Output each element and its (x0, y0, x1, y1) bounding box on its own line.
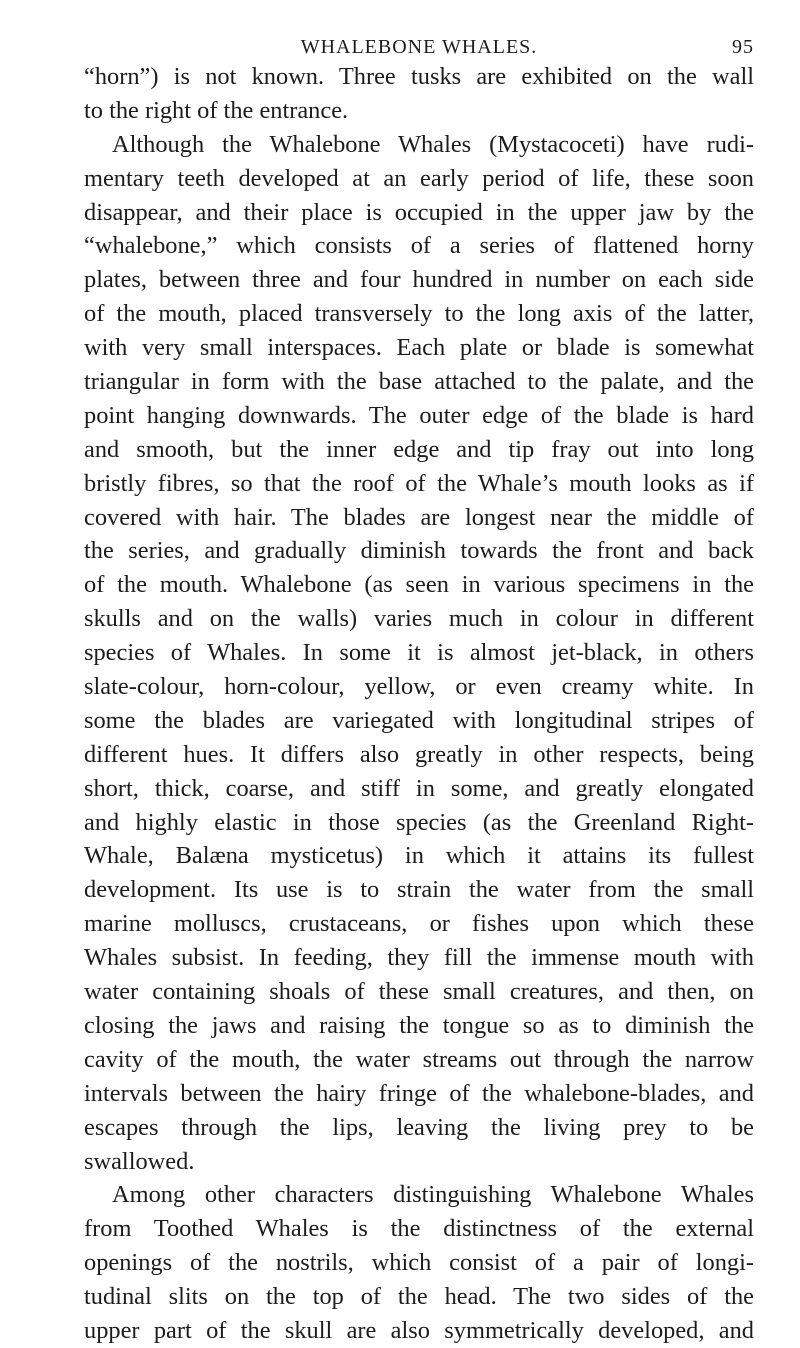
text-line: upper part of the skull are also symmetrically developed, and (84, 1316, 754, 1344)
text-line: skulls and on the walls) varies much in colour in different (84, 605, 754, 633)
body-text (84, 60, 754, 1348)
text-line: and smooth, but the inner edge and tip fray out into long (84, 435, 754, 463)
text-line: the series, and gradually diminish towards the front and back (84, 537, 754, 565)
text-line: closing the jaws and raising the tongue so as to diminish the (84, 1011, 754, 1039)
running-title: WHALEBONE WHALES. (300, 36, 538, 58)
text-line: with very small interspaces. Each plate or blade is somewhat (84, 334, 754, 362)
text-line: Among other characters distinguishing Whalebone Whales (112, 1181, 754, 1209)
text-line: Whale, Balæna mysticetus) in which it attains its fullest (84, 842, 754, 870)
text-line: “whalebone,” which consists of a series of flattened horny (84, 232, 754, 260)
text-line: tudinal slits on the top of the head. The two sides of the (84, 1283, 754, 1311)
text-line: to the right of the entrance. (84, 96, 349, 124)
text-line: short, thick, coarse, and stiff in some, and greatly elongated (84, 774, 754, 802)
text-line: development. Its use is to strain the water from the small (84, 876, 754, 904)
text-line: point hanging downwards. The outer edge of the blade is hard (84, 401, 754, 429)
text-line: slate-colour, horn-colour, yellow, or even creamy white. In (84, 673, 754, 701)
text-line: intervals between the hairy fringe of the whalebone-blades, and (84, 1079, 754, 1107)
text-line: Whales subsist. In feeding, they fill the immense mouth with (84, 944, 754, 972)
text-line: species of Whales. In some it is almost jet-black, in others (84, 639, 754, 667)
text-line: openings of the nostrils, which consist of a pair of longi- (84, 1249, 754, 1277)
text-line: “horn”) is not known. Three tusks are exhibited on the wall (84, 63, 754, 90)
text-line: covered with hair. The blades are longest near the middle of (84, 503, 754, 531)
text-line: of the mouth, placed transversely to the long axis of the latter, (84, 300, 754, 328)
text-line: water containing shoals of these small creatures, and then, on (84, 978, 754, 1006)
text-line: disappear, and their place is occupied in the upper jaw by the (84, 198, 754, 226)
text-line: of the mouth. Whalebone (as seen in various specimens in the (84, 571, 754, 599)
text-line: bristly fibres, so that the roof of the Whale’s mouth looks as if (84, 469, 754, 497)
text-line: from Toothed Whales is the distinctness of the external (84, 1215, 754, 1243)
page-number: 95 (732, 36, 754, 58)
text-line: different hues. It differs also greatly in other respects, being (84, 740, 754, 768)
text-line: some the blades are variegated with longitudinal stripes of (84, 706, 754, 734)
text-line: swallowed. (84, 1147, 195, 1175)
text-line: escapes through the lips, leaving the living prey to be (84, 1113, 754, 1141)
text-line: plates, between three and four hundred in number on each side (84, 266, 754, 294)
text-line: cavity of the mouth, the water streams out through the narrow (84, 1045, 754, 1073)
text-line: marine molluscs, crustaceans, or fishes upon which these (84, 910, 754, 938)
text-line: and highly elastic in those species (as the Greenland Right- (84, 808, 754, 836)
text-line: mentary teeth developed at an early period of life, these soon (84, 164, 754, 192)
text-line: triangular in form with the base attached to the palate, and the (84, 368, 754, 396)
text-line: Although the Whalebone Whales (Mystacoceti) have rudi- (112, 130, 754, 158)
